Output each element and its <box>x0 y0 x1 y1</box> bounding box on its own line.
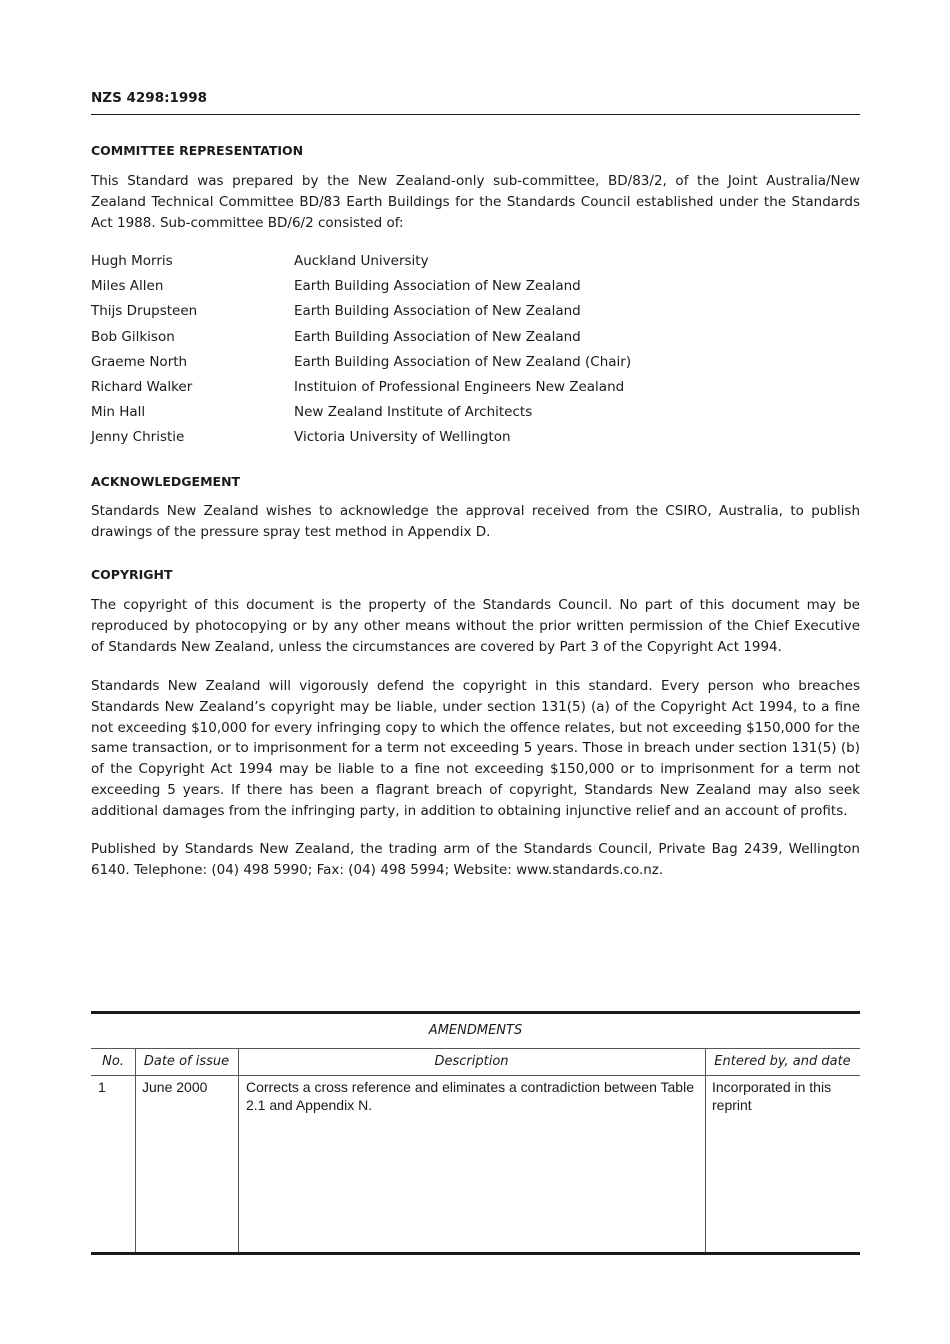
member-name: Bob Gilkison <box>91 328 175 345</box>
list-item <box>91 301 860 326</box>
column-divider <box>238 1048 239 1252</box>
amendments-title: AMENDMENTS <box>428 1023 523 1038</box>
copyright-para-1: The copyright of this document is the property of the Standards Council. No part of this document may be reproduced by photocopying or by any other means without the prior written permission of the Chief Executive of Standards New Zealand, unless the circumstances are covered by Part 3 of the Copyright Act 1994. <box>91 597 860 655</box>
table-rule <box>91 1048 860 1049</box>
member-org: Earth Building Association of New Zealand <box>294 303 581 320</box>
amendment-no: 1 <box>98 1079 106 1095</box>
member-name: Hugh Morris <box>91 253 173 269</box>
column-header-entered: Entered by, and date <box>714 1054 851 1069</box>
column-header-no: No. <box>102 1054 124 1069</box>
member-org: Earth Building Association of New Zealand <box>294 328 581 345</box>
acknowledgement-text: Standards New Zealand wishes to acknowledge the approval received from the CSIRO, Australia, to publish drawings of the pressure spray test method in Appendix D. <box>91 503 860 540</box>
publisher-info: Published by Standards New Zealand, the trading arm of the Standards Council, Private Bag 2439, Wellington 6140. Telephone: (04) 498 5990; Fax: (04) 498 5994; Website: www.standards.co.nz. <box>91 841 860 878</box>
list-item <box>91 377 860 402</box>
committee-heading: COMMITTEE REPRESENTATION <box>91 143 304 158</box>
amendments-table <box>91 1011 860 1255</box>
list-item <box>91 251 860 276</box>
list-item <box>91 327 860 352</box>
table-bottom-rule <box>91 1252 860 1255</box>
amendment-date: June 2000 <box>142 1079 208 1095</box>
copyright-para-2: Standards New Zealand will vigorously defend the copyright in this standard. Every person who breaches Standards New Zealand’s copyright may be liable, under section 131(5) (a) of the Copyright Act 1994, to a fine not exceeding $10,000 for every infringing copy to which the offence relates, but not exceeding $150,000 for the same transaction, or to imprisonment for a term not exceeding 5 years. Those in breach under section 131(5) (b) of the Copyright Act 1994 may be liable to a fine not exceeding $150,000 or to imprisonment for a term not exceeding 5 years. If there has been a flagrant breach of copyright, Standards New Zealand may also seek additional damages from the infringing party, in addition to obtaining injunctive relief and an account of profits. <box>91 678 860 819</box>
member-name: Min Hall <box>91 404 146 421</box>
acknowledgement-heading: ACKNOWLEDGEMENT <box>91 474 241 489</box>
member-org: Instituion of Professional Engineers New Zealand <box>294 378 625 395</box>
member-name: Thijs Drupsteen <box>91 303 198 320</box>
list-item <box>91 402 860 427</box>
document-id: NZS 4298:1998 <box>91 90 208 106</box>
amendment-entered: Incorporated in this reprint <box>712 1079 832 1113</box>
member-name: Miles Allen <box>91 278 164 295</box>
member-org: Victoria University of Wellington <box>294 429 511 446</box>
column-header-description: Description <box>434 1054 509 1069</box>
column-divider <box>135 1048 136 1252</box>
list-item <box>91 276 860 301</box>
committee-intro: This Standard was prepared by the New Zealand-only sub-committee, BD/83/2, of the Joint Australia/New Zealand Technical Committee BD/83 Earth Buildings for the Standards Council established under the Standards Act 1988. Sub-committee BD/6/2 consisted of: <box>91 173 860 231</box>
member-org: New Zealand Institute of Architects <box>294 404 533 421</box>
member-org: Earth Building Association of New Zealand <box>294 278 581 295</box>
header-rule <box>91 114 860 115</box>
amendment-description: Corrects a cross reference and eliminates a contradiction between Table 2.1 and Appendix N. <box>246 1079 694 1113</box>
member-list <box>91 251 860 453</box>
member-name: Graeme North <box>91 353 188 370</box>
column-header-date: Date of issue <box>143 1054 230 1069</box>
list-item <box>91 427 860 452</box>
table-top-rule <box>91 1011 860 1014</box>
column-divider <box>705 1048 706 1252</box>
member-name: Richard Walker <box>91 378 193 395</box>
copyright-heading: COPYRIGHT <box>91 567 173 582</box>
member-org: Earth Building Association of New Zealand (Chair) <box>294 353 632 370</box>
member-org: Auckland University <box>294 253 429 269</box>
list-item <box>91 352 860 377</box>
table-rule <box>91 1075 860 1076</box>
member-name: Jenny Christie <box>91 429 185 446</box>
